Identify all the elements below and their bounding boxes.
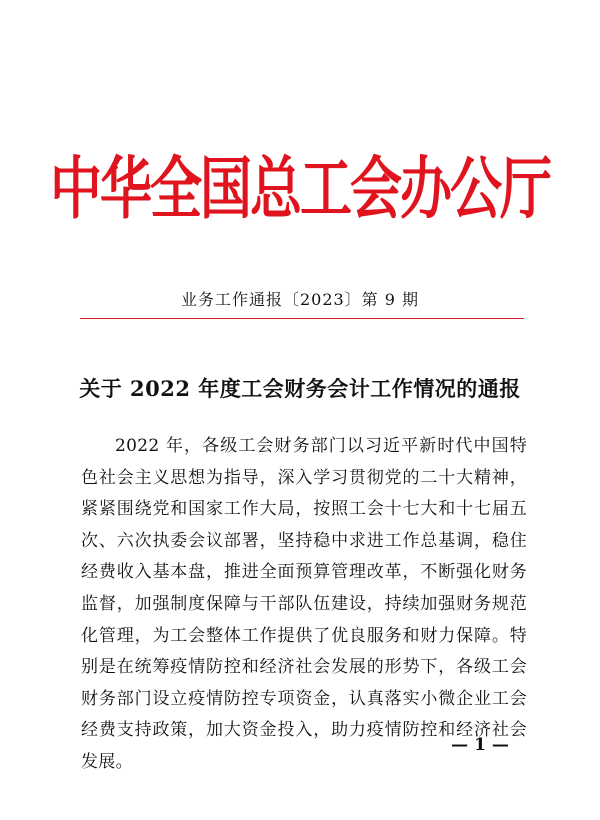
- issuer-header: 中华全国总工会办公厅: [49, 151, 550, 229]
- issue-number: 业务工作通报〔2023〕第 9 期: [180, 290, 420, 309]
- page-number: — 1 —: [451, 735, 509, 755]
- body-paragraph: 2022 年，各级工会财务部门以习近平新时代中国特色社会主义思想为指导，深入学习贯彻党的二十大精神，紧紧围绕党和国家工作大局，按照工会十七大和十七届五次、六次执委会议部署，坚持稳中求进工作总基调，稳住经费收入基本盘，推进全面预算管理改革，不断强化财务监督，加强制度保障与干部队伍建设，持续加强财务规范化管理，为工会整体工作提供了优良服务和财力保障。特别是在统筹疫情防控和经济社会发展的形势下，各级工会财务部门设立疫情防控专项资金，认真落实小微企业工会经费支持政策，加大资金投入，助力疫情防控和经济社会发展。: [81, 436, 527, 772]
- document-title: 关于 2022 年度工会财务会计工作情况的通报: [79, 376, 521, 401]
- red-divider-line: [80, 318, 524, 319]
